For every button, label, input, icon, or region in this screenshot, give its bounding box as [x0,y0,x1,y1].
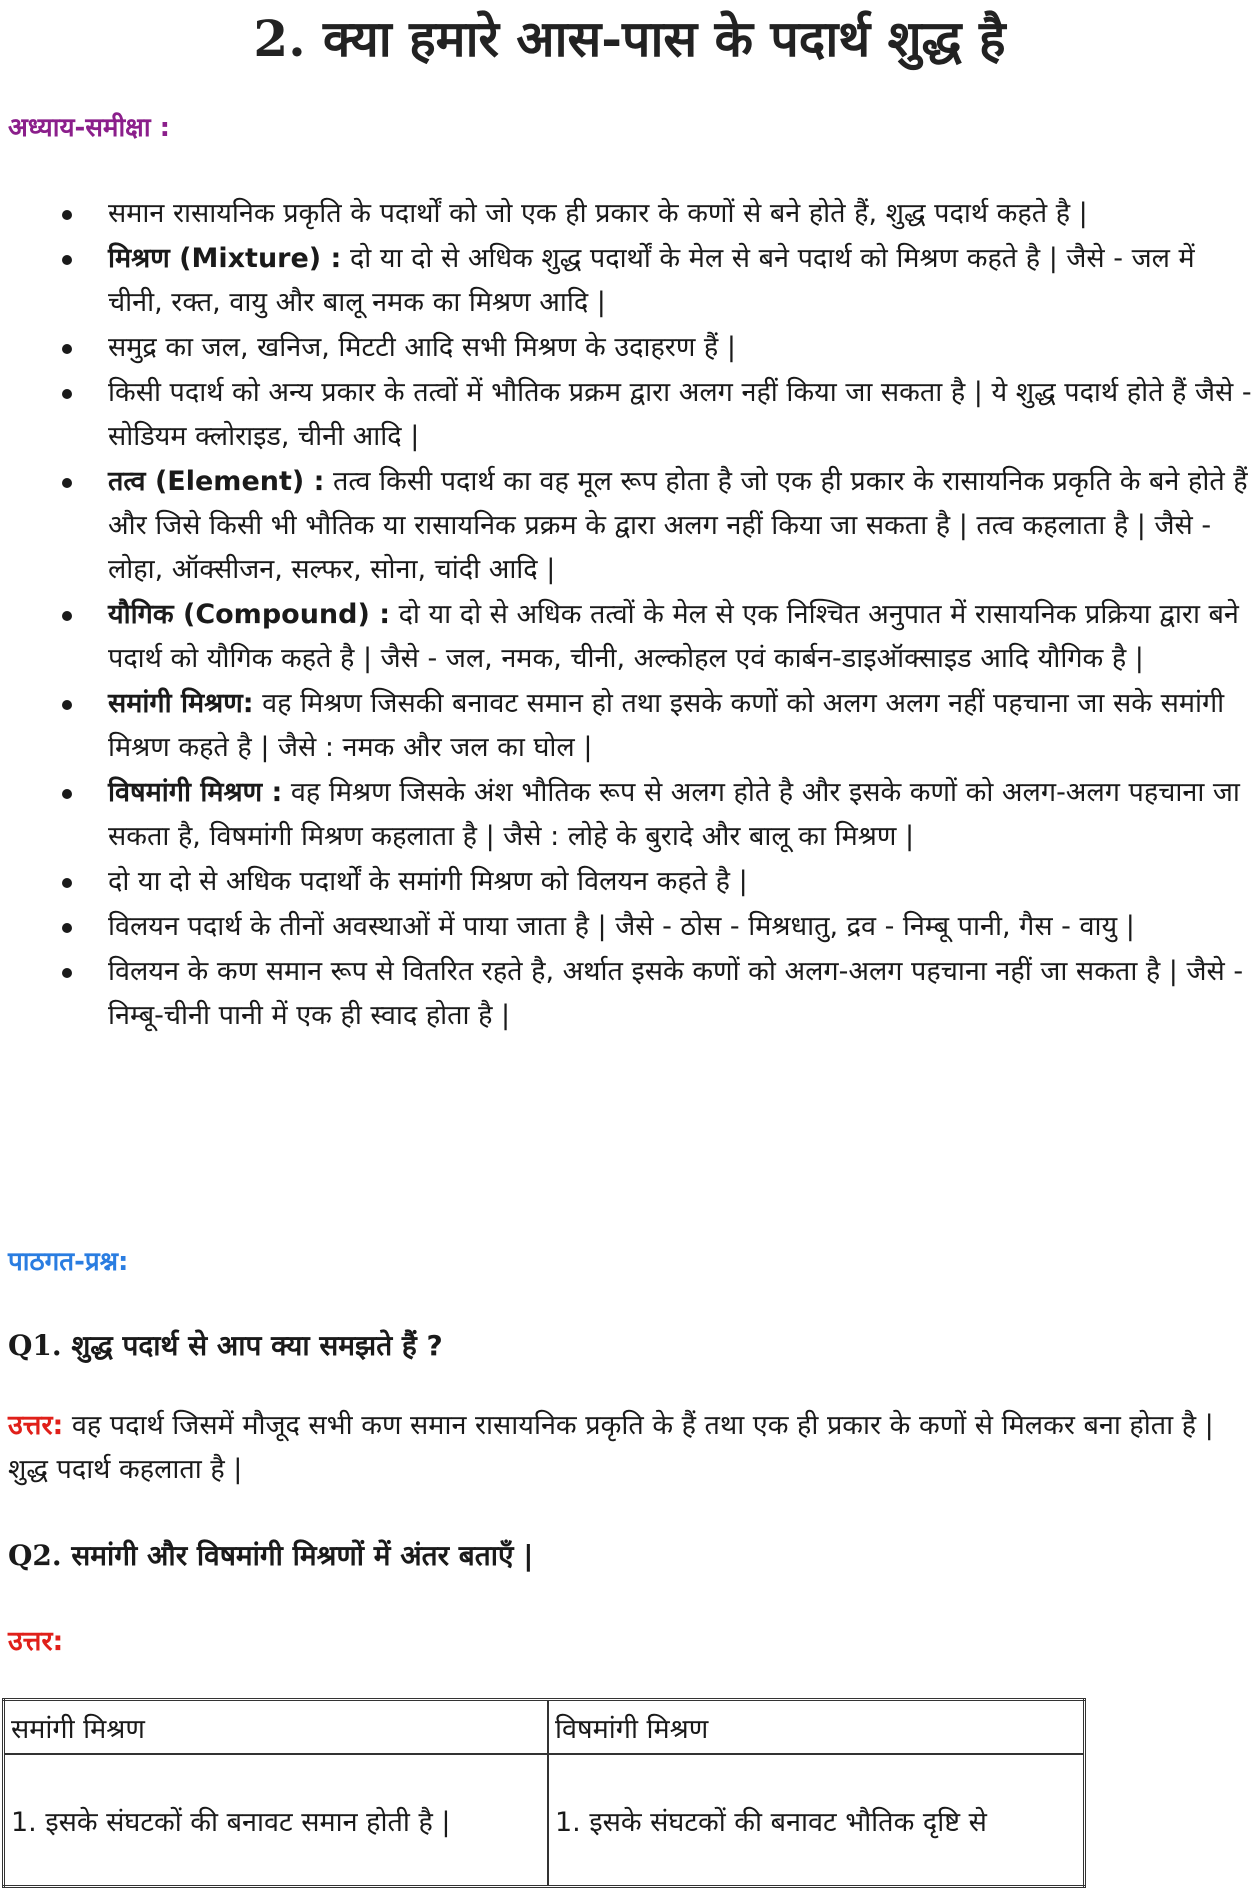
bullet-icon [62,478,72,488]
table-cell: 1. इसके संघटकों की बनावट भौतिक दृष्टि से [548,1754,1085,1887]
question-text: समांगी और विषमांगी मिश्रणों में अंतर बताएँ | [61,1539,534,1572]
question-2 [8,1536,1248,1576]
review-item [0,593,1259,681]
bullet-icon [62,210,72,220]
table-header-row [4,1700,1085,1755]
review-item [0,371,1259,459]
bullet-icon [62,923,72,933]
table-header-cell: विषमांगी मिश्रण [548,1700,1085,1755]
review-item [0,905,1259,949]
review-item [0,237,1259,325]
review-text: तत्व किसी पदार्थ का वह मूल रूप होता है जो एक ही प्रकार के रासायनिक प्रकृति के बने होते हैं और जिसे किसी भी भौतिक या रासायनिक प्रक्रम के द्वारा अलग नहीं किया जा सकता है | तत्व कहलाता है | जैसे - लोहा, ऑक्सीजन, सल्फर, सोना, चांदी आदि | [108,466,1248,585]
review-item [0,682,1259,770]
question-number: Q2. [8,1539,62,1572]
answer-1 [8,1404,1248,1492]
table-row [4,1754,1085,1887]
bullet-icon [62,968,72,978]
review-text: समुद्र का जल, खनिज, मिटटी आदि सभी मिश्रण के उदाहरण हैं | [108,332,736,363]
bullet-icon [62,878,72,888]
review-term: तत्व (Element) : [108,466,325,497]
question-text: शुद्ध पदार्थ से आप क्या समझते हैं ? [61,1329,443,1362]
questions-heading: पाठगत-प्रश्न: [8,1247,129,1277]
bullet-icon [62,255,72,265]
review-item [0,326,1259,370]
question-number: Q1. [8,1329,62,1362]
review-text: किसी पदार्थ को अन्य प्रकार के तत्वों में भौतिक प्रक्रम द्वारा अलग नहीं किया जा सकता है | ये शुद्ध पदार्थ होते हैं जैसे - सोडियम क्लोराइड, चीनी आदि | [108,377,1252,452]
review-term: मिश्रण (Mixture) : [108,243,342,274]
review-text: दो या दो से अधिक तत्वों के मेल से एक निश्चित अनुपात में रासायनिक प्रक्रिया द्वारा बने पदार्थ को यौगिक कहते है | जैसे - जल, नमक, चीनी, अल्कोहल एवं कार्बन-डाइऑक्साइड आदि यौगिक है | [108,599,1239,674]
question-1 [8,1326,1248,1366]
review-text: दो या दो से अधिक पदार्थों के समांगी मिश्रण को विलयन कहते है | [108,866,748,897]
comparison-table [2,1698,1086,1888]
review-heading: अध्याय-समीक्षा : [8,113,171,143]
review-item [0,192,1259,236]
answer-text: वह पदार्थ जिसमें मौजूद सभी कण समान रासायनिक प्रकृति के हैं तथा एक ही प्रकार के कणों से मिलकर बना होता है | शुद्ध पदार्थ कहलाता है | [8,1410,1214,1485]
review-text: दो या दो से अधिक शुद्ध पदार्थों के मेल से बने पदार्थ को मिश्रण कहते है | जैसे - जल में चीनी, रक्त, वायु और बालू नमक का मिश्रण आदि | [108,243,1195,318]
bullet-icon [62,344,72,354]
review-term: विषमांगी मिश्रण : [108,777,283,808]
review-text: विलयन के कण समान रूप से वितरित रहते है, अर्थात इसके कणों को अलग-अलग पहचाना नहीं जा सकता है | जैसे - निम्बू-चीनी पानी में एक ही स्वाद होता है | [108,956,1244,1031]
answer-label: उत्तर: [8,1410,64,1441]
bullet-icon [62,611,72,621]
chapter-title: 2. क्या हमारे आस-पास के पदार्थ शुद्ध है [253,9,1006,68]
bullet-icon [62,700,72,710]
review-term: यौगिक (Compound) : [108,599,391,630]
answer-label: उत्तर: [8,1626,64,1657]
review-item [0,771,1259,859]
review-item [0,460,1259,592]
bullet-icon [62,389,72,399]
table-header-cell: समांगी मिश्रण [4,1700,549,1755]
review-text: विलयन पदार्थ के तीनों अवस्थाओं में पाया जाता है | जैसे - ठोस - मिश्रधातु, द्रव - निम्बू पानी, गैस - वायु | [108,911,1135,942]
review-term: समांगी मिश्रण: [108,688,254,719]
review-text: वह मिश्रण जिसके अंश भौतिक रूप से अलग होते है और इसके कणों को अलग-अलग पहचाना जा सकता है, विषमांगी मिश्रण कहलाता है | जैसे : लोहे के बुरादे और बालू का मिश्रण | [108,777,1240,852]
review-item [0,860,1259,904]
answer-2 [8,1620,1248,1664]
review-item [0,950,1259,1038]
bullet-icon [62,789,72,799]
review-text: समान रासायनिक प्रकृति के पदार्थों को जो एक ही प्रकार के कणों से बने होते हैं, शुद्ध पदार्थ कहते है | [108,198,1088,229]
table-cell: 1. इसके संघटकों की बनावट समान होती है | [4,1754,549,1887]
review-text: वह मिश्रण जिसकी बनावट समान हो तथा इसके कणों को अलग अलग नहीं पहचाना जा सके समांगी मिश्रण कहते है | जैसे : नमक और जल का घोल | [108,688,1225,763]
review-list [0,192,1259,1039]
